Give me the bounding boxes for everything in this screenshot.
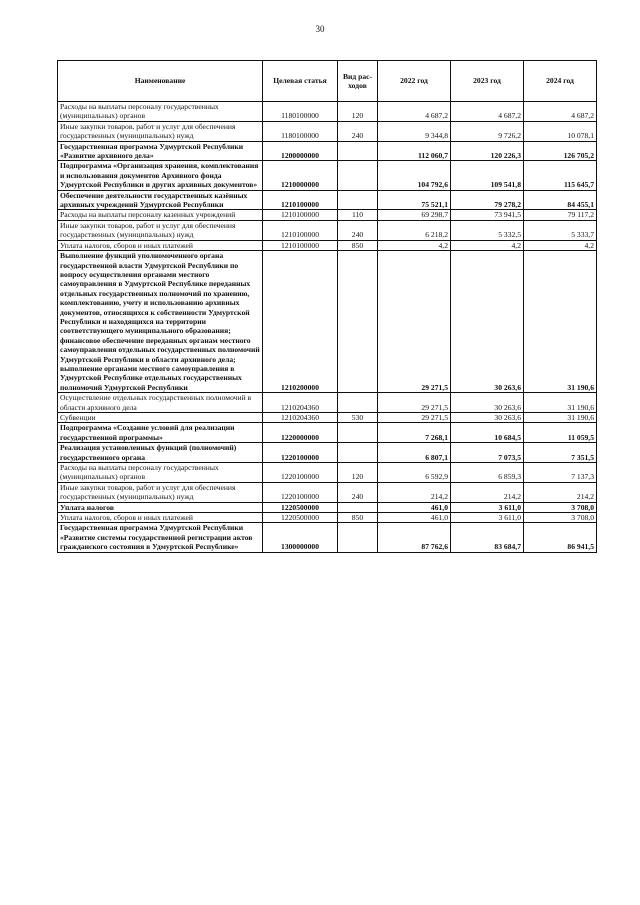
cell-target-article: 1210000000 (263, 161, 338, 190)
cell-2022: 4 687,2 (378, 102, 451, 122)
table-row (58, 102, 597, 122)
cell-name: Подпрограмма «Создание условий для реализации государственной программы» (58, 423, 263, 443)
header-name: Наименование (58, 61, 263, 102)
cell-expense-type (338, 251, 378, 393)
cell-2024: 5 333,7 (524, 220, 597, 240)
cell-expense-type (338, 443, 378, 463)
cell-expense-type (338, 161, 378, 190)
cell-target-article: 1180100000 (263, 102, 338, 122)
cell-2022: 7 268,1 (378, 423, 451, 443)
cell-2023: 6 859,3 (451, 463, 524, 483)
cell-2023: 10 684,5 (451, 423, 524, 443)
header-2024: 2024 год (524, 61, 597, 102)
cell-name: Реализация установленных функций (полномочий) государственного органа (58, 443, 263, 463)
cell-2023: 214,2 (451, 482, 524, 502)
cell-name: Уплата налогов, сборов и иных платежей (58, 513, 263, 523)
table-row (58, 443, 597, 463)
cell-name: Субвенции (58, 413, 263, 423)
cell-name: Выполнение функций уполномоченного органа государственной власти Удмуртской Республики по вопросу осуществления органами местного самоуправления в Удмуртской Республике переданных отдельных государственных полномочий по хранению, комплектованию, учету и использованию архивных документов, относящихся к собственности Удмуртской Республики и находящихся на территории соответствующего муниципального образования; финансовое обеспечение переданных органам местного самоуправления отдельных государственных полномочий Удмуртской Республики в области архивного дела; выполнение органами местного самоуправления в Удмуртской Республике отдельных государственных полномочий Удмуртской Республики (58, 251, 263, 393)
cell-target-article: 1210204360 (263, 413, 338, 423)
header-2023: 2023 год (451, 61, 524, 102)
cell-expense-type (338, 423, 378, 443)
table-row (58, 190, 597, 210)
cell-2023: 4 687,2 (451, 102, 524, 122)
cell-2024: 7 351,5 (524, 443, 597, 463)
cell-2023: 30 263,6 (451, 413, 524, 423)
cell-target-article: 1210100000 (263, 220, 338, 240)
cell-target-article: 1180100000 (263, 121, 338, 141)
cell-2024: 79 117,2 (524, 210, 597, 220)
cell-name: Расходы на выплаты персоналу казенных учреждений (58, 210, 263, 220)
cell-name: Иные закупки товаров, работ и услуг для обеспечения государственных (муниципальных) нужд (58, 482, 263, 502)
cell-2022: 214,2 (378, 482, 451, 502)
cell-target-article: 1210100000 (263, 210, 338, 220)
cell-target-article: 1210100000 (263, 190, 338, 210)
table-row (58, 210, 597, 220)
cell-expense-type: 120 (338, 102, 378, 122)
cell-2022: 104 792,6 (378, 161, 451, 190)
cell-target-article: 1220500000 (263, 502, 338, 512)
table-header-row (58, 61, 597, 102)
cell-2024: 86 941,5 (524, 523, 597, 552)
cell-2023: 83 684,7 (451, 523, 524, 552)
cell-2022: 6 218,2 (378, 220, 451, 240)
table-row (58, 423, 597, 443)
table-row (58, 482, 597, 502)
table-row (58, 220, 597, 240)
cell-2022: 461,0 (378, 513, 451, 523)
cell-2023: 73 941,5 (451, 210, 524, 220)
cell-2024: 7 137,3 (524, 463, 597, 483)
cell-name: Иные закупки товаров, работ и услуг для обеспечения государственных (муниципальных) нужд (58, 220, 263, 240)
cell-name: Иные закупки товаров, работ и услуг для обеспечения государственных (муниципальных) нужд (58, 121, 263, 141)
table-row (58, 523, 597, 552)
table-row (58, 121, 597, 141)
cell-name: Обеспечение деятельности государственных казённых архивных учреждений Удмуртской Республики (58, 190, 263, 210)
cell-2024: 31 190,6 (524, 393, 597, 413)
cell-name: Уплата налогов, сборов и иных платежей (58, 240, 263, 250)
cell-name: Государственная программа Удмуртской Республики «Развитие архивного дела» (58, 141, 263, 161)
cell-2023: 9 726,2 (451, 121, 524, 141)
cell-name: Осуществление отдельных государственных полномочий в области архивного дела (58, 393, 263, 413)
cell-expense-type: 530 (338, 413, 378, 423)
cell-2022: 87 762,6 (378, 523, 451, 552)
header-expense-type: Вид рас-ходов (338, 61, 378, 102)
cell-2023: 30 263,6 (451, 251, 524, 393)
cell-2023: 7 073,5 (451, 443, 524, 463)
cell-expense-type (338, 190, 378, 210)
cell-target-article: 1220500000 (263, 513, 338, 523)
table-row (58, 251, 597, 393)
cell-target-article: 1210204360 (263, 393, 338, 413)
cell-name: Расходы на выплаты персоналу государственных (муниципальных) органов (58, 102, 263, 122)
cell-expense-type: 110 (338, 210, 378, 220)
cell-target-article: 1210200000 (263, 251, 338, 393)
cell-expense-type: 240 (338, 121, 378, 141)
table-row (58, 513, 597, 523)
cell-2024: 3 708,0 (524, 513, 597, 523)
cell-2022: 4,2 (378, 240, 451, 250)
cell-2024: 84 455,1 (524, 190, 597, 210)
cell-2022: 112 060,7 (378, 141, 451, 161)
cell-name: Расходы на выплаты персоналу государственных (муниципальных) органов (58, 463, 263, 483)
cell-2024: 31 190,6 (524, 251, 597, 393)
cell-target-article: 1220100000 (263, 463, 338, 483)
table-row (58, 413, 597, 423)
cell-expense-type: 240 (338, 482, 378, 502)
table-row (58, 463, 597, 483)
page-number: 30 (315, 24, 325, 34)
cell-target-article: 1210100000 (263, 240, 338, 250)
header-target-article: Целевая статья (263, 61, 338, 102)
cell-2022: 6 592,9 (378, 463, 451, 483)
cell-expense-type (338, 523, 378, 552)
table-row (58, 502, 597, 512)
cell-expense-type: 850 (338, 240, 378, 250)
cell-2023: 4,2 (451, 240, 524, 250)
cell-name: Подпрограмма «Организация хранения, комплектования и использования документов Архивного фонда Удмуртской Республики и других архивных документов» (58, 161, 263, 190)
cell-2024: 4,2 (524, 240, 597, 250)
cell-expense-type (338, 502, 378, 512)
cell-expense-type: 240 (338, 220, 378, 240)
cell-2023: 5 332,5 (451, 220, 524, 240)
cell-2022: 461,0 (378, 502, 451, 512)
cell-2024: 3 708,0 (524, 502, 597, 512)
header-2022: 2022 год (378, 61, 451, 102)
cell-2024: 4 687,2 (524, 102, 597, 122)
table-row (58, 240, 597, 250)
cell-expense-type (338, 393, 378, 413)
cell-2023: 120 226,3 (451, 141, 524, 161)
table-row (58, 161, 597, 190)
cell-name: Государственная программа Удмуртской Республики «Развитие системы государственной регистрации актов гражданского состояния в Удмуртской Республике» (58, 523, 263, 552)
cell-expense-type (338, 141, 378, 161)
table-row (58, 393, 597, 413)
cell-2022: 29 271,5 (378, 393, 451, 413)
cell-2023: 30 263,6 (451, 393, 524, 413)
cell-2023: 3 611,0 (451, 502, 524, 512)
cell-2023: 3 611,0 (451, 513, 524, 523)
cell-target-article: 1200000000 (263, 141, 338, 161)
cell-2022: 69 298,7 (378, 210, 451, 220)
cell-2022: 29 271,5 (378, 251, 451, 393)
cell-2023: 109 541,8 (451, 161, 524, 190)
cell-2022: 6 807,1 (378, 443, 451, 463)
table-row (58, 141, 597, 161)
table-body (58, 102, 597, 553)
cell-2024: 126 705,2 (524, 141, 597, 161)
cell-2022: 9 344,8 (378, 121, 451, 141)
cell-2024: 31 190,6 (524, 413, 597, 423)
cell-expense-type: 120 (338, 463, 378, 483)
budget-table (57, 60, 597, 553)
cell-target-article: 1220100000 (263, 482, 338, 502)
cell-target-article: 1220000000 (263, 423, 338, 443)
cell-target-article: 1300000000 (263, 523, 338, 552)
cell-2024: 115 645,7 (524, 161, 597, 190)
cell-2024: 214,2 (524, 482, 597, 502)
cell-2022: 29 271,5 (378, 413, 451, 423)
cell-2024: 11 059,5 (524, 423, 597, 443)
cell-target-article: 1220100000 (263, 443, 338, 463)
cell-expense-type: 850 (338, 513, 378, 523)
cell-name: Уплата налогов (58, 502, 263, 512)
cell-2023: 79 278,2 (451, 190, 524, 210)
cell-2024: 10 078,1 (524, 121, 597, 141)
cell-2022: 75 521,1 (378, 190, 451, 210)
